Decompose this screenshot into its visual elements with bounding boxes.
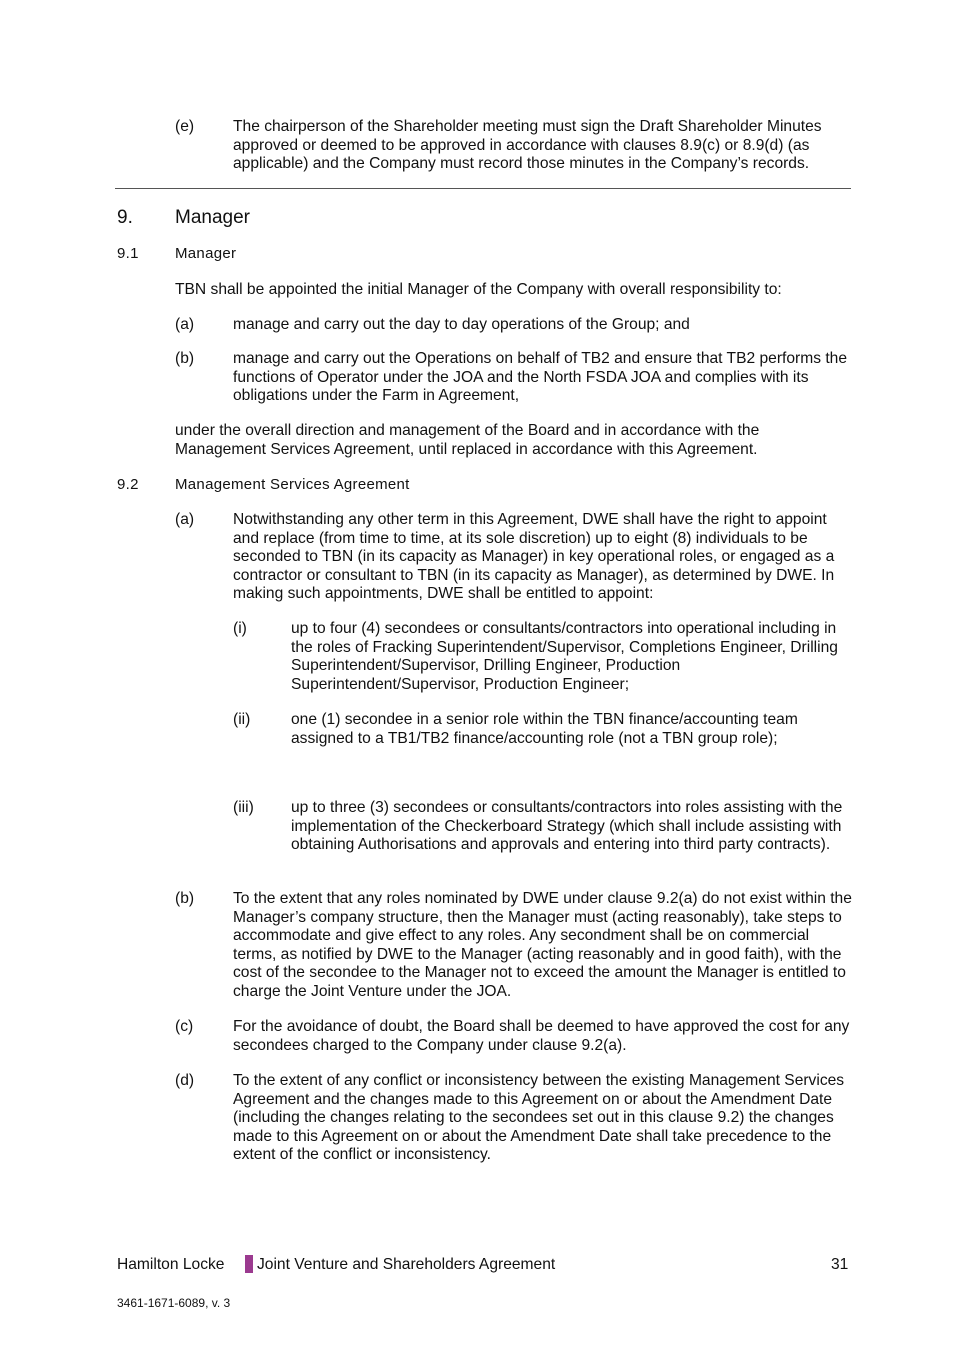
clause-title: Manager [175,245,237,262]
clause-closing: under the overall direction and management of the Board and in accordance with the Management Services Agreement, until replaced in accordance with this Agreement. [175,422,760,458]
paragraph-label: (a) [175,316,195,333]
paragraph-label: (c) [175,1018,194,1035]
section-divider [115,188,851,189]
clause-label: (e) [175,118,195,135]
subparagraph-label: (iii) [233,799,254,816]
clause-number: 9.2 [117,476,139,493]
paragraph-label: (d) [175,1072,195,1089]
footer-document-title: Joint Venture and Shareholders Agreement [257,1256,556,1273]
clause-intro: TBN shall be appointed the initial Manager of the Company with overall responsibility to: [175,281,782,298]
subparagraph-text: up to four (4) secondees or consultants/contractors into operational including in the roles of Fracking Superintendent/Supervisor, Completions Engineer, Drilling Superintendent/Supervisor, Drilling Engineer, Production Superintendent/Supervisor, Production Engineer; [291,620,838,693]
subparagraph-text: up to three (3) secondees or consultants/contractors into roles assisting with the implementation of the Checkerboard Strategy (which shall include assisting with obtaining Authorisations and approvals and entering into third party contracts). [291,799,843,854]
footer-firm-name: Hamilton Locke [117,1256,225,1273]
subparagraph-label: (ii) [233,711,251,728]
paragraph-label: (b) [175,350,195,367]
section-title: Manager [175,207,250,228]
clause-text: The chairperson of the Shareholder meeting must sign the Draft Shareholder Minutes approved or deemed to be approved in accordance with clauses 8.9(c) or 8.9(d) (as applicable) and the Company must record those minutes in the Company’s records. [233,118,822,173]
paragraph-label: (a) [175,511,195,528]
paragraph-text: Notwithstanding any other term in this Agreement, DWE shall have the right to appoint and replace (from time to time, at its sole discretion) up to eight (8) individuals to be seconded to TBN (in its capacity as Manager) in key operational roles, or engaged as a contractor or consultant to TBN (in its capacity as Manager), as determined by DWE. In making such appointments, DWE shall be entitled to appoint: [233,511,835,603]
section-number: 9. [117,207,133,228]
subparagraph-label: (i) [233,620,247,637]
paragraph-label: (b) [175,890,195,907]
paragraph-text: For the avoidance of doubt, the Board shall be deemed to have approved the cost for any secondees charged to the Company under clause 9.2(a). [233,1018,850,1054]
clause-number: 9.1 [117,245,139,262]
footer-accent-bar [245,1255,253,1273]
paragraph-text: manage and carry out the Operations on behalf of TB2 and ensure that TB2 performs the functions of Operator under the JOA and the North FSDA JOA and complies with its obligations under the Farm in Agreement, [233,350,848,405]
document-id: 3461-1671-6089, v. 3 [117,1296,231,1310]
page-number: 31 [831,1256,849,1273]
paragraph-text: manage and carry out the day to day operations of the Group; and [233,316,690,333]
subparagraph-text: one (1) secondee in a senior role within the TBN finance/accounting team assigned to a TB1/TB2 finance/accounting role (not a TBN group role); [291,711,798,747]
paragraph-text: To the extent of any conflict or inconsistency between the existing Management Services Agreement and the changes made to this Agreement on or about the Amendment Date (including the changes relating to the secondees set out in this clause 9.2) the changes made to this Agreement on or about the Amendment Date shall take precedence to the extent of the conflict or inconsistency. [233,1072,845,1164]
clause-title: Management Services Agreement [175,476,410,493]
paragraph-text: To the extent that any roles nominated by DWE under clause 9.2(a) do not exist within the Manager’s company structure, then the Manager must (acting reasonably), take steps to accommodate and give effect to any roles. Any secondment shall be on commercial terms, as notified by DWE to the Manager (acting reasonably and in good faith), with the cost of the secondee to the Manager not to exceed the amount the Manager is entitled to charge the Joint Venture under the JOA. [233,890,852,1000]
